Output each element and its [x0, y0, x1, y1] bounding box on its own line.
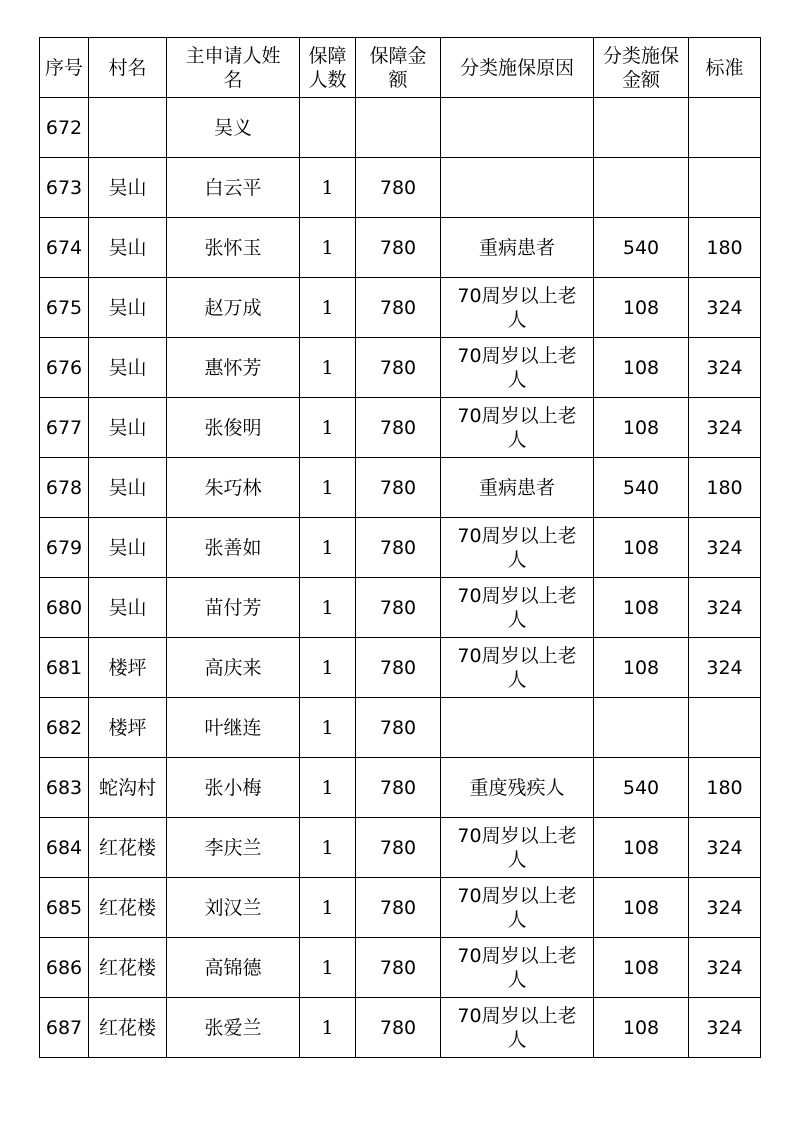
- cell-seq: 677: [40, 398, 89, 458]
- cell-applicant: 张怀玉: [167, 218, 300, 278]
- cell-seq: 686: [40, 938, 89, 998]
- cell-seq: 678: [40, 458, 89, 518]
- cell-applicant: 白云平: [167, 158, 300, 218]
- cell-reason: [441, 878, 594, 938]
- cell-reason: [441, 818, 594, 878]
- cell-reason-text: 重病患者: [478, 236, 555, 259]
- cell-amount: 780: [356, 938, 441, 998]
- cell-reason-text: 70周岁以上老人: [457, 644, 577, 691]
- cell-persons: 1: [300, 998, 356, 1058]
- cell-reason: [441, 518, 594, 578]
- cell-class-amount: 108: [594, 638, 689, 698]
- cell-reason-text: 70周岁以上老人: [457, 404, 577, 451]
- cell-applicant: 李庆兰: [167, 818, 300, 878]
- cell-standard: 324: [689, 998, 761, 1058]
- cell-seq: 674: [40, 218, 89, 278]
- cell-persons: [300, 98, 356, 158]
- cell-applicant: 叶继连: [167, 698, 300, 758]
- cell-class-amount: 108: [594, 398, 689, 458]
- table-body: [40, 98, 761, 1058]
- cell-amount: 780: [356, 158, 441, 218]
- cell-persons: 1: [300, 938, 356, 998]
- cell-village: 吴山: [89, 518, 167, 578]
- cell-class-amount: 540: [594, 458, 689, 518]
- cell-persons: 1: [300, 698, 356, 758]
- cell-village: 吴山: [89, 218, 167, 278]
- cell-class-amount: 108: [594, 338, 689, 398]
- header-persons: [300, 38, 356, 98]
- cell-applicant: 苗付芳: [167, 578, 300, 638]
- cell-village: 吴山: [89, 338, 167, 398]
- table-header: [40, 38, 761, 98]
- cell-amount: 780: [356, 458, 441, 518]
- cell-standard: 324: [689, 338, 761, 398]
- cell-village: 红花楼: [89, 998, 167, 1058]
- cell-amount: 780: [356, 698, 441, 758]
- cell-reason-text: 70周岁以上老人: [457, 524, 577, 571]
- cell-reason-text: 70周岁以上老人: [457, 824, 577, 871]
- header-row: [40, 38, 761, 98]
- cell-seq: 681: [40, 638, 89, 698]
- cell-village: [89, 98, 167, 158]
- table-row: [40, 638, 761, 698]
- cell-persons: 1: [300, 398, 356, 458]
- cell-reason: [441, 458, 594, 518]
- cell-class-amount: 108: [594, 878, 689, 938]
- cell-reason: [441, 98, 594, 158]
- cell-standard: 324: [689, 638, 761, 698]
- cell-applicant: 刘汉兰: [167, 878, 300, 938]
- header-village: 村名: [89, 38, 167, 98]
- cell-amount: 780: [356, 818, 441, 878]
- table-row: [40, 518, 761, 578]
- cell-persons: 1: [300, 338, 356, 398]
- cell-applicant: 张俊明: [167, 398, 300, 458]
- cell-seq: 676: [40, 338, 89, 398]
- assistance-table: [39, 37, 761, 1058]
- cell-standard: 180: [689, 758, 761, 818]
- cell-applicant: 张爱兰: [167, 998, 300, 1058]
- cell-reason: [441, 578, 594, 638]
- cell-class-amount: [594, 98, 689, 158]
- header-applicant-label: 主申请人姓名: [185, 44, 281, 91]
- header-seq: 序号: [40, 38, 89, 98]
- header-class-amount-label: 分类施保金额: [602, 44, 679, 91]
- cell-reason: [441, 278, 594, 338]
- cell-persons: 1: [300, 638, 356, 698]
- table-row: [40, 398, 761, 458]
- cell-amount: 780: [356, 578, 441, 638]
- cell-village: 吴山: [89, 278, 167, 338]
- cell-reason-text: 70周岁以上老人: [457, 944, 577, 991]
- cell-amount: 780: [356, 758, 441, 818]
- cell-reason: [441, 698, 594, 758]
- cell-class-amount: 108: [594, 278, 689, 338]
- cell-seq: 679: [40, 518, 89, 578]
- cell-amount: 780: [356, 638, 441, 698]
- cell-amount: 780: [356, 998, 441, 1058]
- cell-amount: 780: [356, 398, 441, 458]
- cell-persons: 1: [300, 758, 356, 818]
- cell-seq: 672: [40, 98, 89, 158]
- table-row: [40, 758, 761, 818]
- cell-seq: 675: [40, 278, 89, 338]
- cell-reason-text: 重度残疾人: [469, 776, 565, 799]
- header-standard: 标准: [689, 38, 761, 98]
- cell-applicant: 高锦德: [167, 938, 300, 998]
- cell-standard: 324: [689, 938, 761, 998]
- cell-reason-text: 70周岁以上老人: [457, 584, 577, 631]
- cell-amount: 780: [356, 518, 441, 578]
- table-row: [40, 878, 761, 938]
- cell-applicant: 高庆来: [167, 638, 300, 698]
- cell-reason-text: 70周岁以上老人: [457, 1004, 577, 1051]
- cell-village: 红花楼: [89, 938, 167, 998]
- cell-applicant: 朱巧林: [167, 458, 300, 518]
- cell-class-amount: 108: [594, 998, 689, 1058]
- cell-seq: 682: [40, 698, 89, 758]
- cell-standard: 324: [689, 878, 761, 938]
- cell-class-amount: [594, 158, 689, 218]
- cell-village: 楼坪: [89, 638, 167, 698]
- table-row: [40, 98, 761, 158]
- cell-amount: 780: [356, 218, 441, 278]
- cell-class-amount: 108: [594, 818, 689, 878]
- cell-amount: 780: [356, 338, 441, 398]
- header-applicant: [167, 38, 300, 98]
- cell-village: 吴山: [89, 458, 167, 518]
- cell-village: 蛇沟村: [89, 758, 167, 818]
- cell-reason: [441, 758, 594, 818]
- cell-reason: [441, 338, 594, 398]
- cell-persons: 1: [300, 518, 356, 578]
- table-row: [40, 458, 761, 518]
- cell-applicant: 张小梅: [167, 758, 300, 818]
- cell-reason-text: 70周岁以上老人: [457, 344, 577, 391]
- cell-reason: [441, 938, 594, 998]
- cell-standard: 180: [689, 218, 761, 278]
- cell-reason: [441, 398, 594, 458]
- table-row: [40, 218, 761, 278]
- cell-village: 吴山: [89, 398, 167, 458]
- cell-persons: 1: [300, 458, 356, 518]
- cell-class-amount: [594, 698, 689, 758]
- table-row: [40, 938, 761, 998]
- cell-village: 吴山: [89, 578, 167, 638]
- cell-applicant: 惠怀芳: [167, 338, 300, 398]
- table-row: [40, 338, 761, 398]
- cell-applicant: 吴义: [167, 98, 300, 158]
- header-class-amount: [594, 38, 689, 98]
- cell-reason-text: 70周岁以上老人: [457, 284, 577, 331]
- cell-amount: 780: [356, 278, 441, 338]
- cell-class-amount: 540: [594, 758, 689, 818]
- cell-amount: [356, 98, 441, 158]
- cell-class-amount: 108: [594, 938, 689, 998]
- cell-class-amount: 108: [594, 518, 689, 578]
- cell-persons: 1: [300, 218, 356, 278]
- cell-persons: 1: [300, 818, 356, 878]
- cell-seq: 683: [40, 758, 89, 818]
- cell-standard: [689, 98, 761, 158]
- cell-reason-text: 70周岁以上老人: [457, 884, 577, 931]
- cell-standard: 324: [689, 578, 761, 638]
- cell-standard: 324: [689, 398, 761, 458]
- cell-village: 楼坪: [89, 698, 167, 758]
- cell-standard: [689, 698, 761, 758]
- cell-village: 红花楼: [89, 878, 167, 938]
- table-row: [40, 818, 761, 878]
- cell-applicant: 赵万成: [167, 278, 300, 338]
- header-amount: [356, 38, 441, 98]
- cell-standard: 324: [689, 818, 761, 878]
- cell-village: 红花楼: [89, 818, 167, 878]
- cell-seq: 685: [40, 878, 89, 938]
- cell-seq: 673: [40, 158, 89, 218]
- table-row: [40, 698, 761, 758]
- table-row: [40, 998, 761, 1058]
- cell-amount: 780: [356, 878, 441, 938]
- cell-standard: 324: [689, 278, 761, 338]
- header-persons-label: 保障人数: [308, 44, 347, 91]
- cell-persons: 1: [300, 578, 356, 638]
- cell-reason-text: 重病患者: [478, 476, 555, 499]
- cell-persons: 1: [300, 158, 356, 218]
- table-row: [40, 578, 761, 638]
- cell-reason: [441, 218, 594, 278]
- cell-standard: [689, 158, 761, 218]
- header-reason: 分类施保原因: [441, 38, 594, 98]
- cell-village: 吴山: [89, 158, 167, 218]
- header-amount-label: 保障金额: [369, 44, 427, 91]
- cell-class-amount: 108: [594, 578, 689, 638]
- cell-class-amount: 540: [594, 218, 689, 278]
- cell-reason: [441, 638, 594, 698]
- cell-applicant: 张善如: [167, 518, 300, 578]
- cell-persons: 1: [300, 278, 356, 338]
- cell-reason: [441, 158, 594, 218]
- cell-reason: [441, 998, 594, 1058]
- cell-seq: 684: [40, 818, 89, 878]
- cell-standard: 324: [689, 518, 761, 578]
- cell-seq: 680: [40, 578, 89, 638]
- cell-persons: 1: [300, 878, 356, 938]
- table-row: [40, 158, 761, 218]
- cell-seq: 687: [40, 998, 89, 1058]
- table-row: [40, 278, 761, 338]
- cell-standard: 180: [689, 458, 761, 518]
